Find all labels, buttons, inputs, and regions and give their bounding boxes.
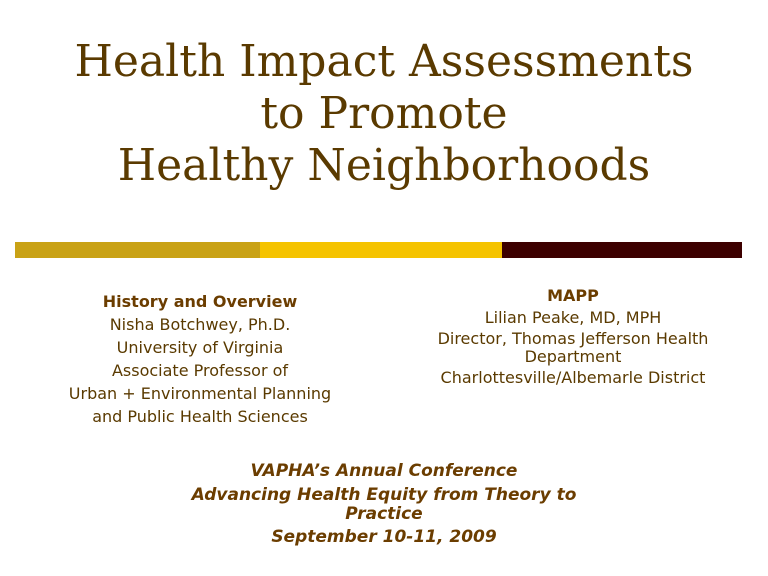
title-line-3: Healthy Neighborhoods bbox=[117, 140, 651, 191]
conference-dates: September 10-11, 2009 bbox=[271, 527, 497, 547]
left-dept-2: and Public Health Sciences bbox=[92, 407, 308, 426]
left-dept-1: Urban + Environmental Planning bbox=[68, 384, 332, 403]
presenter-right bbox=[408, 286, 738, 388]
divider-bar-yellow bbox=[260, 242, 502, 258]
right-role: Director, Thomas Jefferson Health Department bbox=[437, 329, 709, 366]
title-line-1: Health Impact Assessments bbox=[74, 36, 694, 87]
left-affiliation: University of Virginia bbox=[116, 338, 284, 357]
slide-title bbox=[0, 36, 768, 192]
divider-bar-maroon bbox=[502, 242, 742, 258]
conference-info bbox=[184, 460, 584, 548]
conference-name: VAPHA’s Annual Conference bbox=[250, 461, 518, 481]
presenter-left bbox=[30, 290, 370, 428]
conference-theme: Advancing Health Equity from Theory to Practice bbox=[191, 485, 577, 524]
right-name: Lilian Peake, MD, MPH bbox=[484, 308, 662, 327]
right-heading: MAPP bbox=[547, 286, 599, 305]
left-name: Nisha Botchwey, Ph.D. bbox=[109, 315, 291, 334]
left-role: Associate Professor of bbox=[111, 361, 289, 380]
title-line-2: to Promote bbox=[260, 88, 508, 139]
left-heading: History and Overview bbox=[102, 292, 298, 311]
right-district: Charlottesville/Albemarle District bbox=[440, 368, 706, 387]
divider-bar-gold bbox=[15, 242, 260, 258]
